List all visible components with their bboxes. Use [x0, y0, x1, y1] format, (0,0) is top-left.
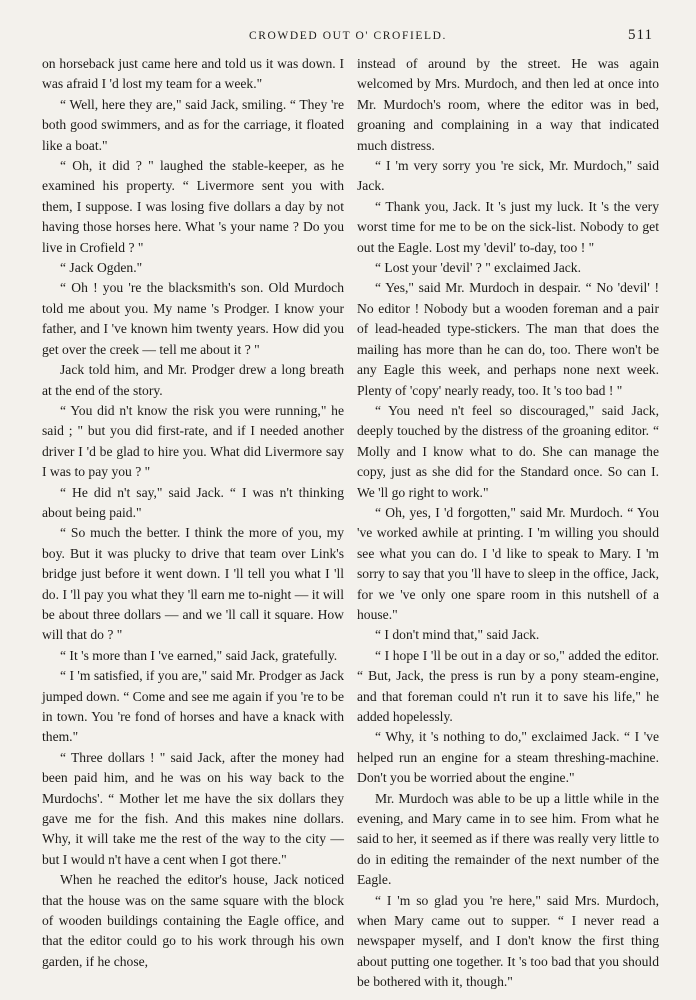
paragraph: “ Oh, it did ? " laughed the stable-keeper, as he examined his property. “ Livermore sent you with them, I suppose. I was losing five dollars a day by not having those horses here. What 's your name ? Do you live in Crofield ? "	[42, 158, 344, 255]
paragraph: instead of around by the street. He was again welcomed by Mrs. Murdoch, and then led at once into Mr. Murdoch's room, where the editor was in bed, groaning and complaining in a way that indicated much distress.	[357, 56, 659, 153]
paragraph: on horseback just came here and told us it was down. I was afraid I 'd lost my team for a week."	[42, 56, 344, 92]
right-column	[357, 54, 659, 993]
paragraph: Jack told him, and Mr. Prodger drew a long breath at the end of the story.	[42, 362, 344, 398]
paragraph: When he reached the editor's house, Jack noticed that the house was on the same square with the block of wooden buildings containing the Eagle office, and that the editor could go to his work through his own garden, if he chose,	[42, 872, 344, 969]
paragraph: “ You need n't feel so discouraged," said Jack, deeply touched by the distress of the groaning editor. “ Molly and I know what to do. She can manage the copy, just as she did for the Standard once. So can I. We 'll go right to work."	[357, 402, 659, 500]
paragraph: “ Thank you, Jack. It 's just my luck. It 's the very worst time for me to be on the sick-list. Nobody to get out the Eagle. Lost my 'devil' to-day, too ! "	[357, 198, 659, 255]
paragraph: “ Oh, yes, I 'd forgotten," said Mr. Murdoch. “ You 've worked awhile at printing. I 'm willing you should see what you can do. I 'd like to speak to Mary. I 'm sorry to say that you 'll have to sleep in the office, Jack, for we 've only one spare room in this nutshell of a house."	[357, 504, 659, 622]
paragraph: “ Yes," said Mr. Murdoch in despair. “ No 'devil' ! No editor ! Nobody but a wooden foreman and a pair of lead-headed type-stickers. The man that does the mailing has more than he can do, too. There won't be any Eagle this week, and perhaps none next week. Plenty of 'copy' nearly ready, too. It 's too bad ! "	[357, 280, 659, 398]
paragraph: “ Lost your 'devil' ? " exclaimed Jack.	[375, 260, 581, 276]
paragraph: “ I 'm satisfied, if you are," said Mr. Prodger as Jack jumped down. “ Come and see me again if you 're to be in town. You 're fond of horses and have a knack with them."	[42, 668, 344, 745]
paragraph: Mr. Murdoch was able to be up a little while in the evening, and Mary came in to see him. From what he said to her, it seemed as if there was really very little to do in editing the remainder of the next number of the Eagle.	[357, 790, 659, 888]
paragraph: “ It 's more than I 've earned," said Jack, gratefully.	[60, 647, 338, 663]
page-number: 511	[628, 27, 653, 43]
paragraph: “ So much the better. I think the more of you, my boy. But it was plucky to drive that team over Link's bridge just before it went down. I 'll tell you what I 'll do. I 'll pay you what they 'll earn me to-night — it will be about three dollars — and we 'll call it square. How will that do ? "	[42, 525, 344, 643]
left-column	[42, 54, 344, 972]
paragraph: “ Three dollars ! " said Jack, after the money had been paid him, and he was on his way back to the Murdochs'. “ Mother let me have the six dollars they gave me for the fish. And this makes nine dollars. Why, it will take me the rest of the way to the city — but I would n't have a cent when I got there."	[42, 749, 344, 867]
paragraph: “ I 'm so glad you 're here," said Mrs. Murdoch, when Mary came out to supper. “ I never read a newspaper myself, and I don't know the first thing about putting one together. It 's too bad that you should be bothered with it, though."	[357, 892, 659, 990]
paragraph: “ Oh ! you 're the blacksmith's son. Old Murdoch told me about you. My name 's Prodger. I know your father, and I 've known him twenty years. How did you get over the creek — tell me about it ? "	[42, 280, 344, 357]
paragraph: “ I 'm very sorry you 're sick, Mr. Murdoch," said Jack.	[357, 158, 659, 194]
paragraph: “ Well, here they are," said Jack, smiling. “ They 're both good swimmers, and as for the carriage, it floated like a boat."	[42, 96, 344, 153]
paragraph: “ I don't mind that," said Jack.	[375, 627, 540, 643]
paragraph: “ Why, it 's nothing to do," exclaimed Jack. “ I 've helped run an engine for a steam threshing-machine. Don't you be worried about the engine."	[357, 729, 659, 786]
paragraph: “ You did n't know the risk you were running," he said ; " but you did first-rate, and if I needed another driver I 'd be glad to hire you. What did Livermore say I was to pay you ? "	[42, 402, 344, 480]
running-title: CROWDED OUT O' CROFIELD.	[248, 30, 448, 42]
paragraph: “ Jack Ogden."	[60, 260, 143, 276]
paragraph: “ He did n't say," said Jack. “ I was n't thinking about being paid."	[42, 484, 344, 520]
paragraph: “ I hope I 'll be out in a day or so," added the editor. “ But, Jack, the press is run by a pony steam-engine, and that foreman could n't run it to save his life," he added hopelessly.	[357, 647, 659, 724]
